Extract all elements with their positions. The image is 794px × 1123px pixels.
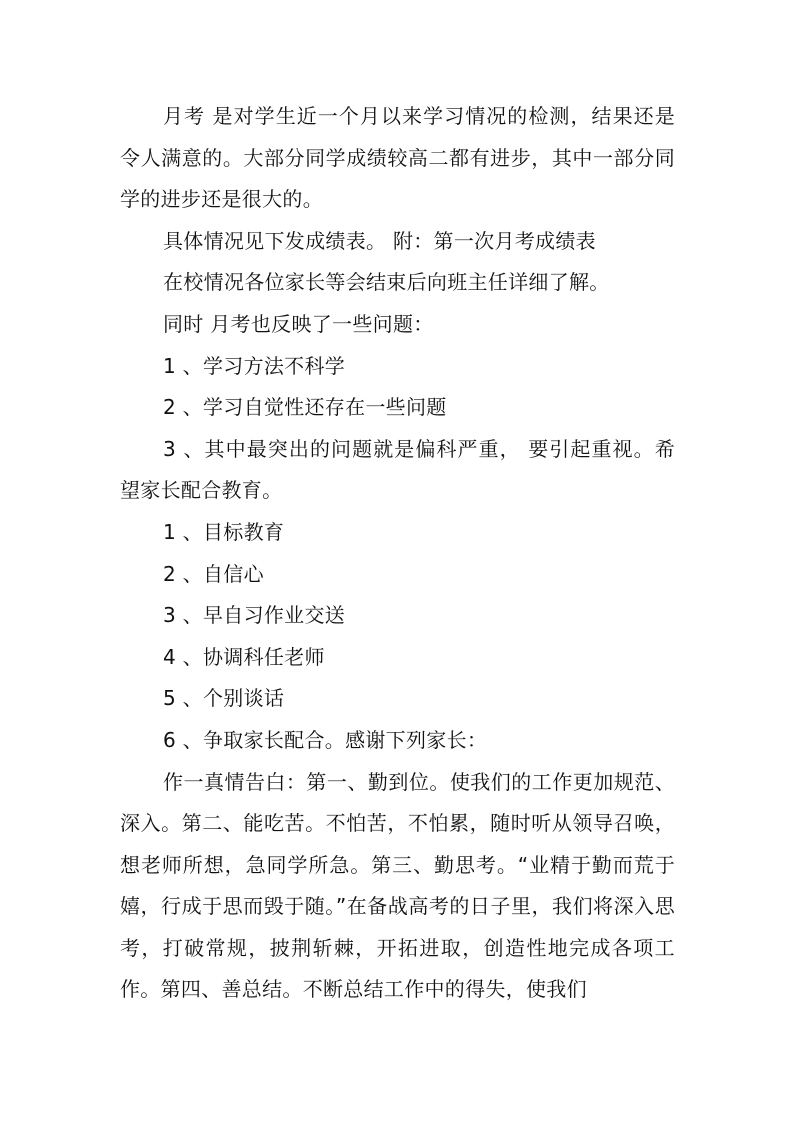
- list-item-measure-6: 6 、争取家长配合。感谢下列家长：: [163, 727, 488, 752]
- list-item-measure-3: 3 、早自习作业交送: [163, 603, 346, 628]
- document-body: [120, 96, 675, 1011]
- list-item-measure-2: 2 、自信心: [163, 561, 264, 586]
- paragraph-problems-intro: 同时 月考也反映了一些问题：: [163, 311, 434, 336]
- list-item-problem-2: 2 、学习自觉性还存在一些问题: [163, 395, 447, 420]
- paragraph-score-table-note: 具体情况见下发成绩表。 附：第一次月考成绩表: [163, 228, 596, 253]
- paragraph-heartfelt-statement: 作一真情告白：第一、勤到位。使我们的工作更加规范、深入。第二、能吃苦。不怕苦，不怕累，随时听从领导召唤，想老师所想，急同学所急。第三、勤思考。“业精于勤而荒于嬉，行成于思而毁于随。”在备战高考的日子里，我们将深入思考，打破常规，披荆斩棘，开拓进取，创造性地完成各项工作。第四、善总结。不断总结工作中的得失，使我们: [120, 769, 675, 1002]
- paragraph-monthly-exam-summary: 月考 是对学生近一个月以来学习情况的检测，结果还是令人满意的。大部分同学成绩较高二都有进步，其中一部分同学的进步还是很大的。: [120, 104, 675, 212]
- list-item-problem-3: 3 、其中最突出的问题就是偏科严重， 要引起重视。希望家长配合教育。: [120, 436, 675, 503]
- list-item-problem-1: 1 、学习方法不科学: [163, 353, 346, 378]
- paragraph-school-situation: 在校情况各位家长等会结束后向班主任详细了解。: [163, 270, 610, 295]
- list-item-measure-4: 4 、协调科任老师: [163, 644, 325, 669]
- list-item-measure-5: 5 、个别谈话: [163, 686, 285, 711]
- list-item-measure-1: 1 、目标教育: [163, 519, 285, 544]
